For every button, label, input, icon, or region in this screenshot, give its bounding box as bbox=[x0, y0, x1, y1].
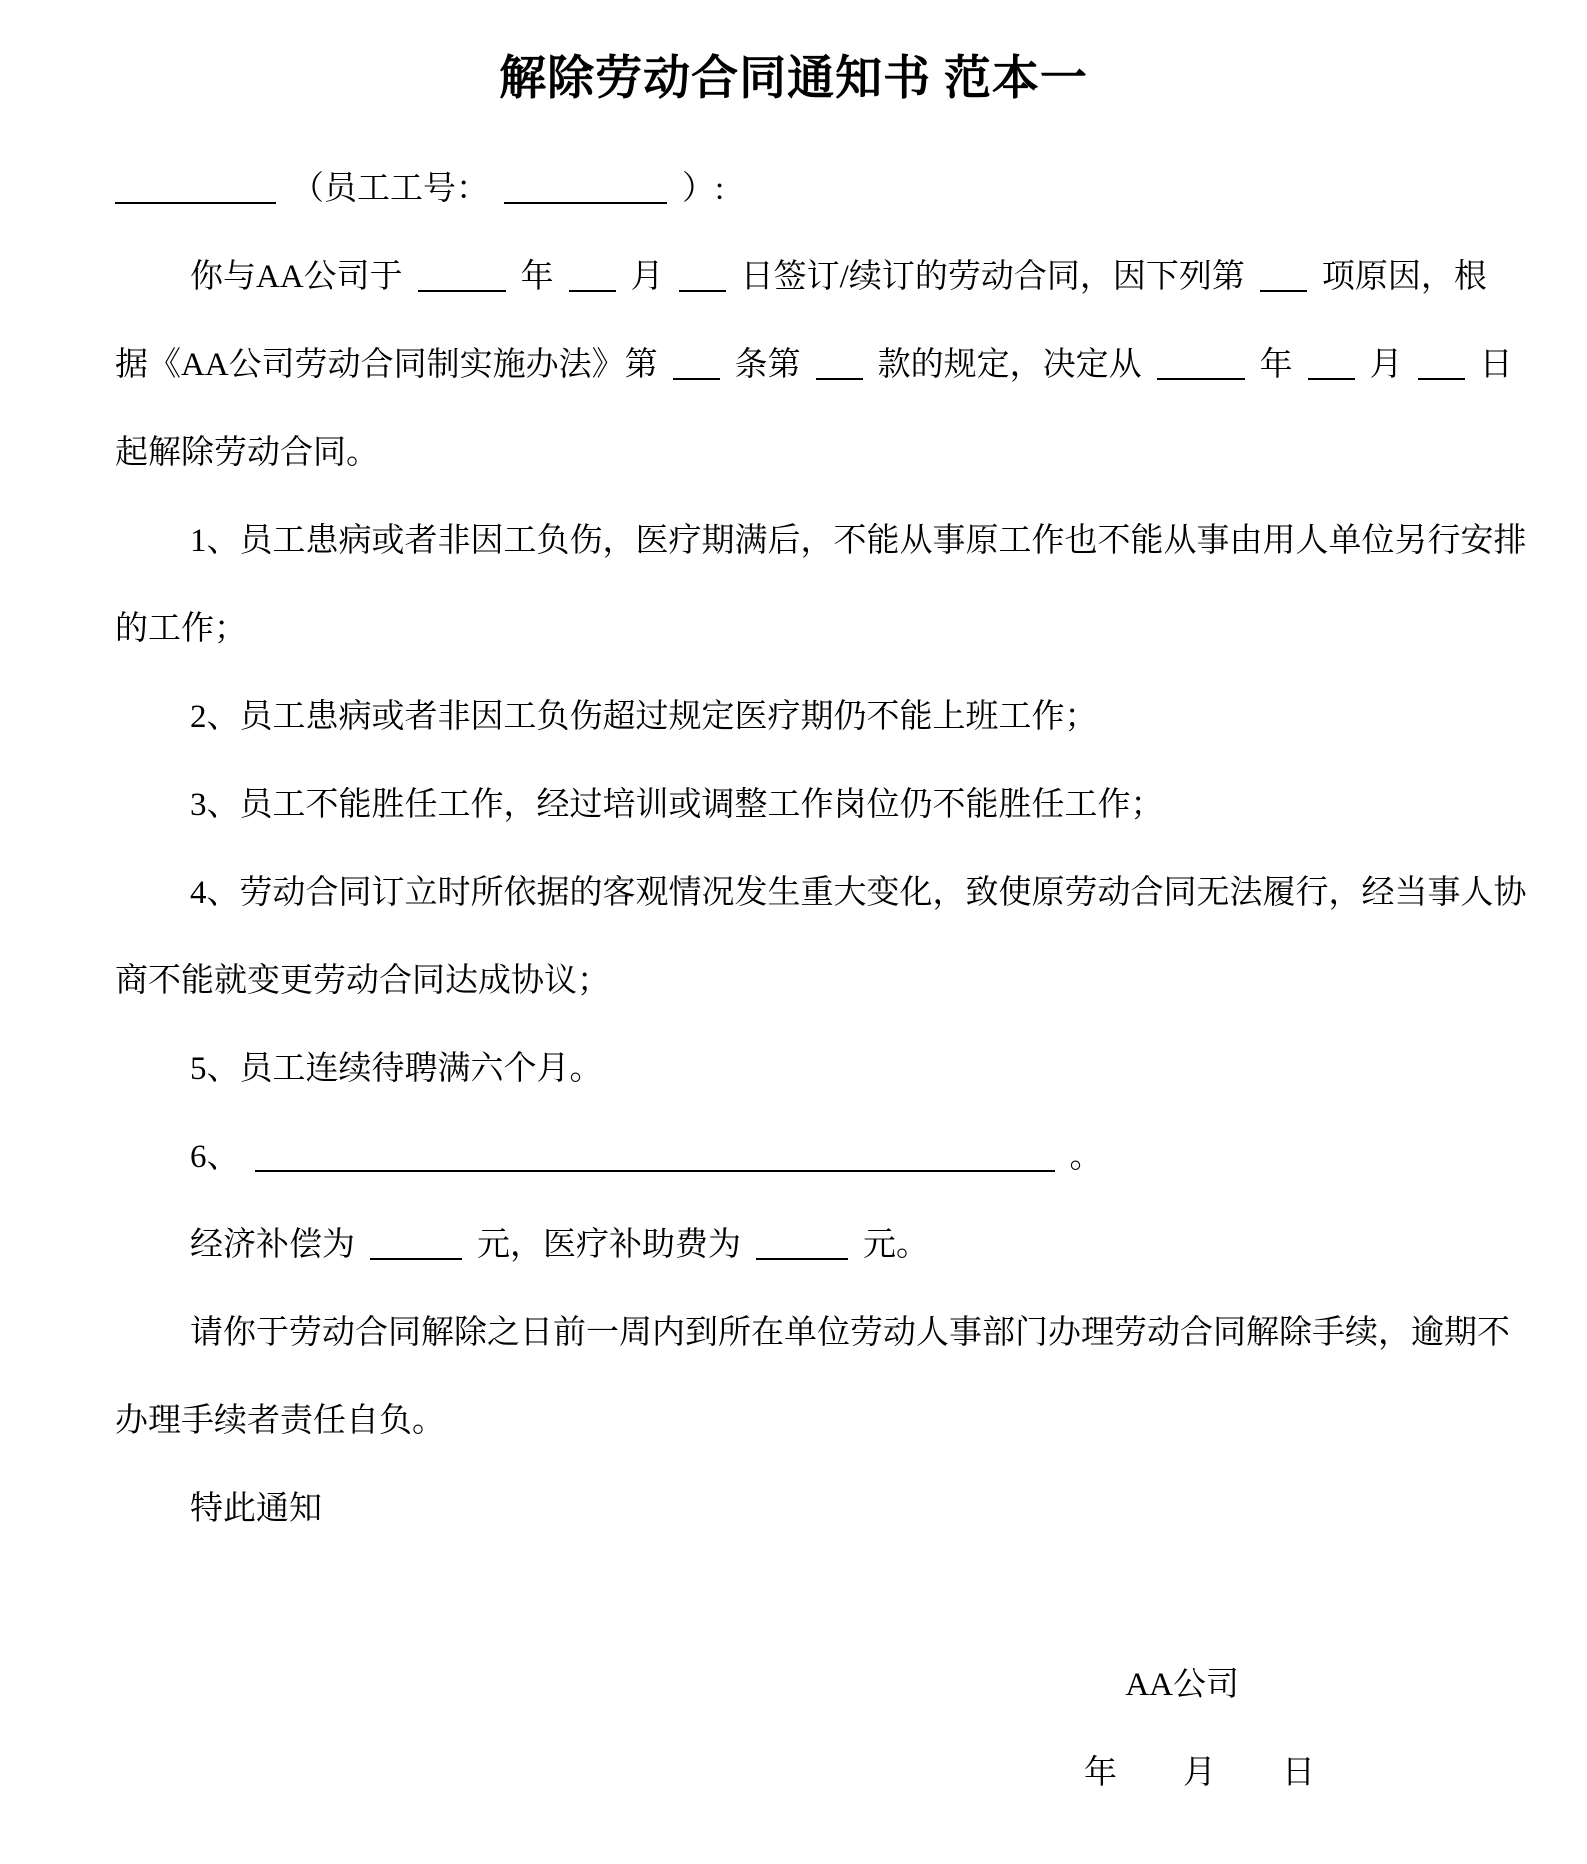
line-text: 月 bbox=[630, 259, 664, 295]
line-text: 特此通知 bbox=[190, 1491, 322, 1527]
compensation-line bbox=[115, 1201, 1475, 1289]
fill-in-blank-underline bbox=[255, 1168, 1055, 1172]
procedure-line-2 bbox=[115, 1377, 1475, 1465]
blank-line-spacer bbox=[115, 1553, 1475, 1641]
procedure-line-1 bbox=[115, 1289, 1510, 1377]
fill-in-blank-underline bbox=[756, 1256, 848, 1260]
notice-line bbox=[115, 1465, 1475, 1553]
line-text: 月 bbox=[1369, 347, 1403, 383]
signature-company: AA公司 bbox=[1125, 1667, 1239, 1703]
fill-in-blank-underline bbox=[673, 376, 720, 380]
line-text: 元。 bbox=[863, 1227, 929, 1263]
line-text: 年 bbox=[520, 259, 554, 295]
line-text: 项原因，根 bbox=[1321, 259, 1487, 295]
fill-in-blank-underline bbox=[504, 200, 667, 204]
intro-line-1 bbox=[115, 233, 1487, 321]
line-text: 商不能就变更劳动合同达成协议； bbox=[115, 963, 610, 999]
fill-in-blank-underline bbox=[370, 1256, 462, 1260]
line-text: 据《AA公司劳动合同制实施办法》第 bbox=[115, 347, 658, 383]
line-text: 4、劳动合同订立时所依据的客观情况发生重大变化，致使原劳动合同无法履行，经当事人协 bbox=[190, 875, 1527, 911]
fill-in-blank-underline bbox=[679, 288, 726, 292]
fill-in-blank-underline bbox=[1418, 376, 1465, 380]
fill-in-blank-underline bbox=[418, 288, 506, 292]
fill-in-blank-underline bbox=[1308, 376, 1355, 380]
signature-date-line: 年 月 日 bbox=[1084, 1755, 1315, 1791]
line-text: ）: bbox=[682, 171, 725, 207]
document-lines bbox=[115, 145, 1527, 1553]
intro-line-2 bbox=[115, 321, 1513, 409]
line-text: 经济补偿为 bbox=[190, 1227, 355, 1263]
item-6 bbox=[115, 1113, 1475, 1201]
document-title: 解除劳动合同通知书 范本一 bbox=[499, 53, 1088, 105]
line-text: 5、员工连续待聘满六个月。 bbox=[190, 1051, 603, 1087]
line-text: 6、 bbox=[190, 1139, 240, 1175]
line-text: 你与AA公司于 bbox=[190, 259, 403, 295]
line-text: 款的规定，决定从 bbox=[877, 347, 1142, 383]
fill-in-blank-underline bbox=[115, 200, 276, 204]
line-text: 1、员工患病或者非因工负伤，医疗期满后，不能从事原工作也不能从事由用人单位另行安排 bbox=[190, 523, 1527, 559]
fill-in-blank-underline bbox=[569, 288, 616, 292]
line-text: （员工工号： bbox=[291, 171, 489, 207]
item-1-line-2 bbox=[115, 585, 1475, 673]
line-text: 年 bbox=[1259, 347, 1293, 383]
line-text: 3、员工不能胜任工作，经过培训或调整工作岗位仍不能胜任工作； bbox=[190, 787, 1164, 823]
line-text: 的工作； bbox=[115, 611, 247, 647]
line-text: 条第 bbox=[734, 347, 801, 383]
line-text: 办理手续者责任自负。 bbox=[115, 1403, 445, 1439]
salutation-line bbox=[115, 145, 1475, 233]
fill-in-blank-underline bbox=[816, 376, 863, 380]
line-text: 日 bbox=[1479, 347, 1513, 383]
item-2 bbox=[115, 673, 1475, 761]
fill-in-blank-underline bbox=[1157, 376, 1245, 380]
fill-in-blank-underline bbox=[1260, 288, 1307, 292]
intro-line-3 bbox=[115, 409, 1475, 497]
line-text: 。 bbox=[1069, 1139, 1103, 1175]
line-text: 日签订/续订的劳动合同，因下列第 bbox=[740, 259, 1245, 295]
item-1-line-1 bbox=[115, 497, 1527, 585]
line-text: 元，医疗补助费为 bbox=[477, 1227, 741, 1263]
document-body bbox=[0, 145, 1587, 1817]
line-text: 起解除劳动合同。 bbox=[115, 435, 379, 471]
item-4-line-1 bbox=[115, 849, 1527, 937]
item-3 bbox=[115, 761, 1475, 849]
line-text: 请你于劳动合同解除之日前一周内到所在单位劳动人事部门办理劳动合同解除手续，逾期不 bbox=[190, 1315, 1510, 1351]
item-5 bbox=[115, 1025, 1475, 1113]
line-text: 2、员工患病或者非因工负伤超过规定医疗期仍不能上班工作； bbox=[190, 699, 1098, 735]
item-4-line-2 bbox=[115, 937, 1475, 1025]
